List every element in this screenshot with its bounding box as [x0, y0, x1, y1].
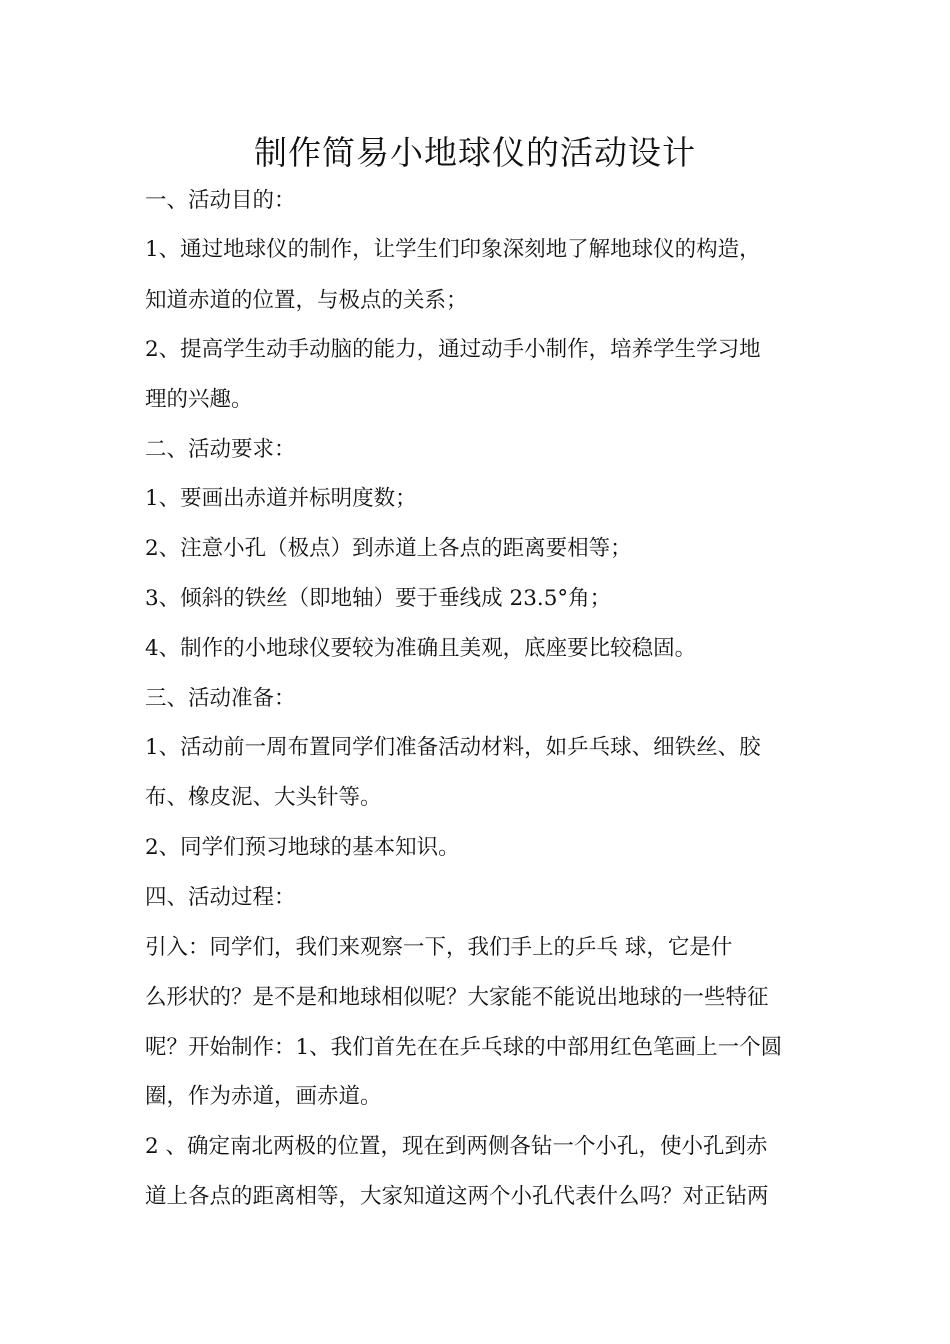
paragraph-line: 3、倾斜的铁丝（即地轴）要于垂线成 23.5°角； [145, 586, 612, 611]
paragraph-line: 么形状的？是不是和地球相似呢？大家能不能说出地球的一些特征 [145, 985, 769, 1010]
paragraph-line: 1、通过地球仪的制作，让学生们印象深刻地了解地球仪的构造， [145, 237, 761, 262]
section-heading-preparation: 三、活动准备： [145, 686, 296, 711]
section-heading-requirements: 二、活动要求： [145, 437, 296, 462]
paragraph-line: 知道赤道的位置，与极点的关系； [145, 288, 468, 313]
paragraph-line: 呢？开始制作：1、我们首先在在乒乓球的中部用红色笔画上一个圆 [145, 1035, 783, 1060]
paragraph-line: 2、注意小孔（极点）到赤道上各点的距离要相等； [145, 536, 632, 561]
paragraph-line: 道上各点的距离相等，大家知道这两个小孔代表什么吗？对正钻两 [145, 1184, 769, 1209]
paragraph-line: 1、活动前一周布置同学们准备活动材料，如乒乓球、细铁丝、胶 [145, 735, 761, 760]
document-title: 制作简易小地球仪的活动设计 [254, 133, 696, 172]
paragraph-line: 1、要画出赤道并标明度数； [145, 486, 417, 511]
paragraph-line: 2 、确定南北两极的位置，现在到两侧各钻一个小孔，使小孔到赤 [145, 1134, 768, 1159]
paragraph-line: 圈，作为赤道，画赤道。 [145, 1084, 382, 1109]
section-heading-process: 四、活动过程： [145, 885, 296, 910]
paragraph-line: 布、橡皮泥、大头针等。 [145, 785, 382, 810]
paragraph-line: 4、制作的小地球仪要较为准确且美观，底座要比较稳固。 [145, 636, 697, 661]
paragraph-line: 2、同学们预习地球的基本知识。 [145, 835, 460, 860]
paragraph-line: 理的兴趣。 [145, 387, 253, 412]
section-heading-purpose: 一、活动目的： [145, 188, 296, 213]
paragraph-line: 2、提高学生动手动脑的能力，通过动手小制作，培养学生学习地 [145, 337, 761, 362]
paragraph-line: 引入：同学们，我们来观察一下，我们手上的乒乓 球，它是什 [145, 935, 733, 960]
